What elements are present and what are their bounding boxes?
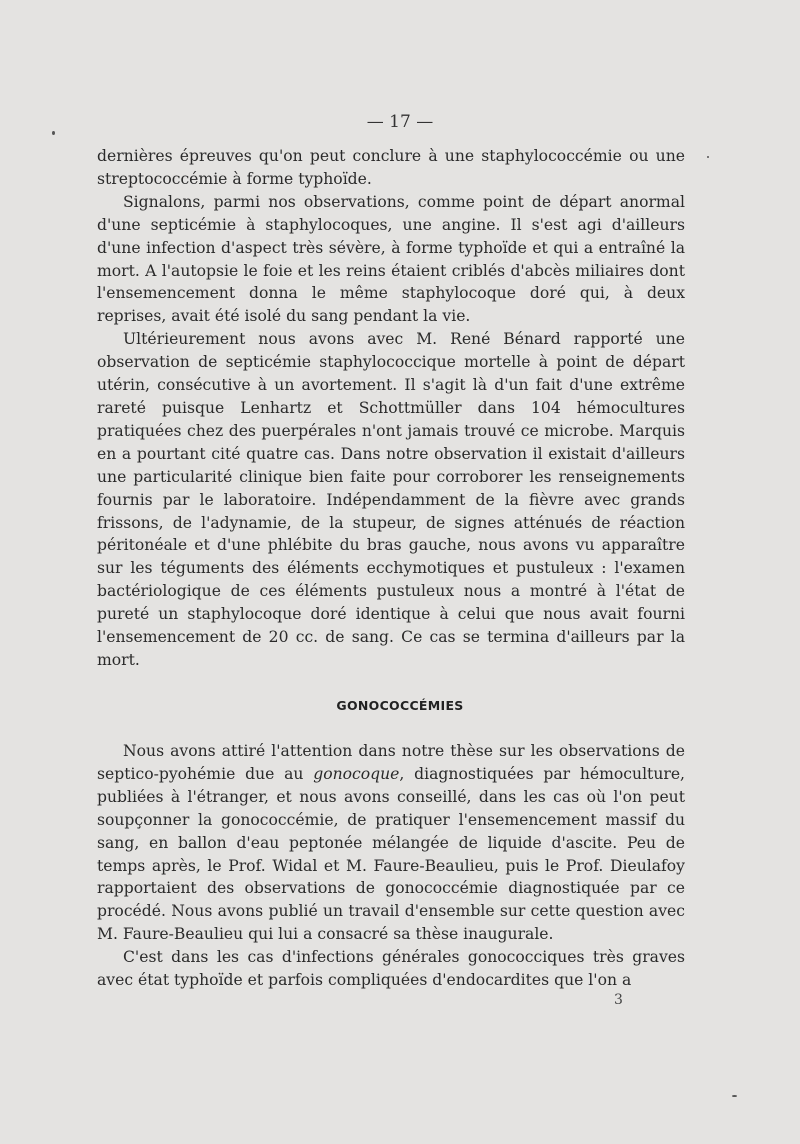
text-block-gonococcemia: [97, 740, 685, 992]
signature-mark: 3: [614, 992, 623, 1008]
paragraph: Ultérieurement nous avons avec M. René Bénard rapporté une observation de septicémie staphylococcique mortelle à point de départ utérin, consécutive à un avortement. Il s'agit là d'un fait d'une extrême rareté puisque Lenhartz et Schottmüller dans 104 hémocultures pratiquées chez des puerpérales n'ont jamais trouvé ce microbe. Marquis en a pourtant cité quatre cas. Dans notre observation il existait d'ailleurs une particularité clinique bien faite pour corroborer les renseignements fournis par le laboratoire. Indépendamment de la fièvre avec grands frissons, de l'adynamie, de la stupeur, de signes atténués de réaction péritonéale et d'une phlébite du bras gauche, nous avons vu apparaître sur les téguments des éléments ecchymotiques et pustuleux : l'examen bactériologique de ces éléments pustuleux nous a montré à l'état de pureté un staphylocoque doré identique à celui que nous avait fourni l'ensemencement de 20 cc. de sang. Ce cas se termina d'ailleurs par la mort.: [97, 330, 685, 669]
paragraph: Signalons, parmi nos observations, comme point de départ anormal d'une septicémie à staphylocoques, une angine. Il s'est agi d'ailleurs d'une infection d'aspect très sévère, à forme typhoïde et qui a entraîné la mort. A l'autopsie le foie et les reins étaient criblés d'abcès miliaires dont l'ensemencement donna le même staphylocoque doré qui, à deux reprises, avait été isolé du sang pendant la vie.: [97, 192, 685, 326]
paragraph-text: , diagnostiquées par hémoculture, publiées à l'étranger, et nous avons conseillé, dans les cas où l'on peut soupçonner la gonococcémie, de pratiquer l'ensemencement massif du sang, en ballon d'eau peptonée mélangée de liquide d'ascite. Peu de temps après, le Prof. Widal et M. Faure-Beaulieu, puis le Prof. Dieulafoy rapportaient des observations de gonococcémie diagnostiquée par ce procédé. Nous avons publié un travail d'ensemble sur cette question avec M. Faure-Beaulieu qui lui a consacré sa thèse inaugurale.: [97, 764, 686, 944]
paragraph: dernières épreuves qu'on peut conclure à une staphylococcémie ou une streptococcémie à forme typhoïde.: [97, 147, 685, 188]
ink-speck: [52, 131, 55, 135]
ink-speck: [732, 1095, 737, 1097]
section-heading: GONOCOCCÉMIES: [336, 698, 464, 713]
italic-term: gonocoque: [313, 764, 400, 783]
ink-speck: [707, 156, 709, 158]
text-block-staphylococcemia: [97, 145, 685, 672]
page-number: — 17 —: [366, 112, 434, 132]
paragraph-text: Nous avons attiré l'attention dans notre thèse sur les observations de septico-pyohémie due au: [97, 742, 685, 783]
paragraph: [97, 740, 685, 946]
paragraph: C'est dans les cas d'infections générales gonococciques très graves avec état typhoïde et parfois compliquées d'endocardites que l'on a: [97, 948, 685, 990]
